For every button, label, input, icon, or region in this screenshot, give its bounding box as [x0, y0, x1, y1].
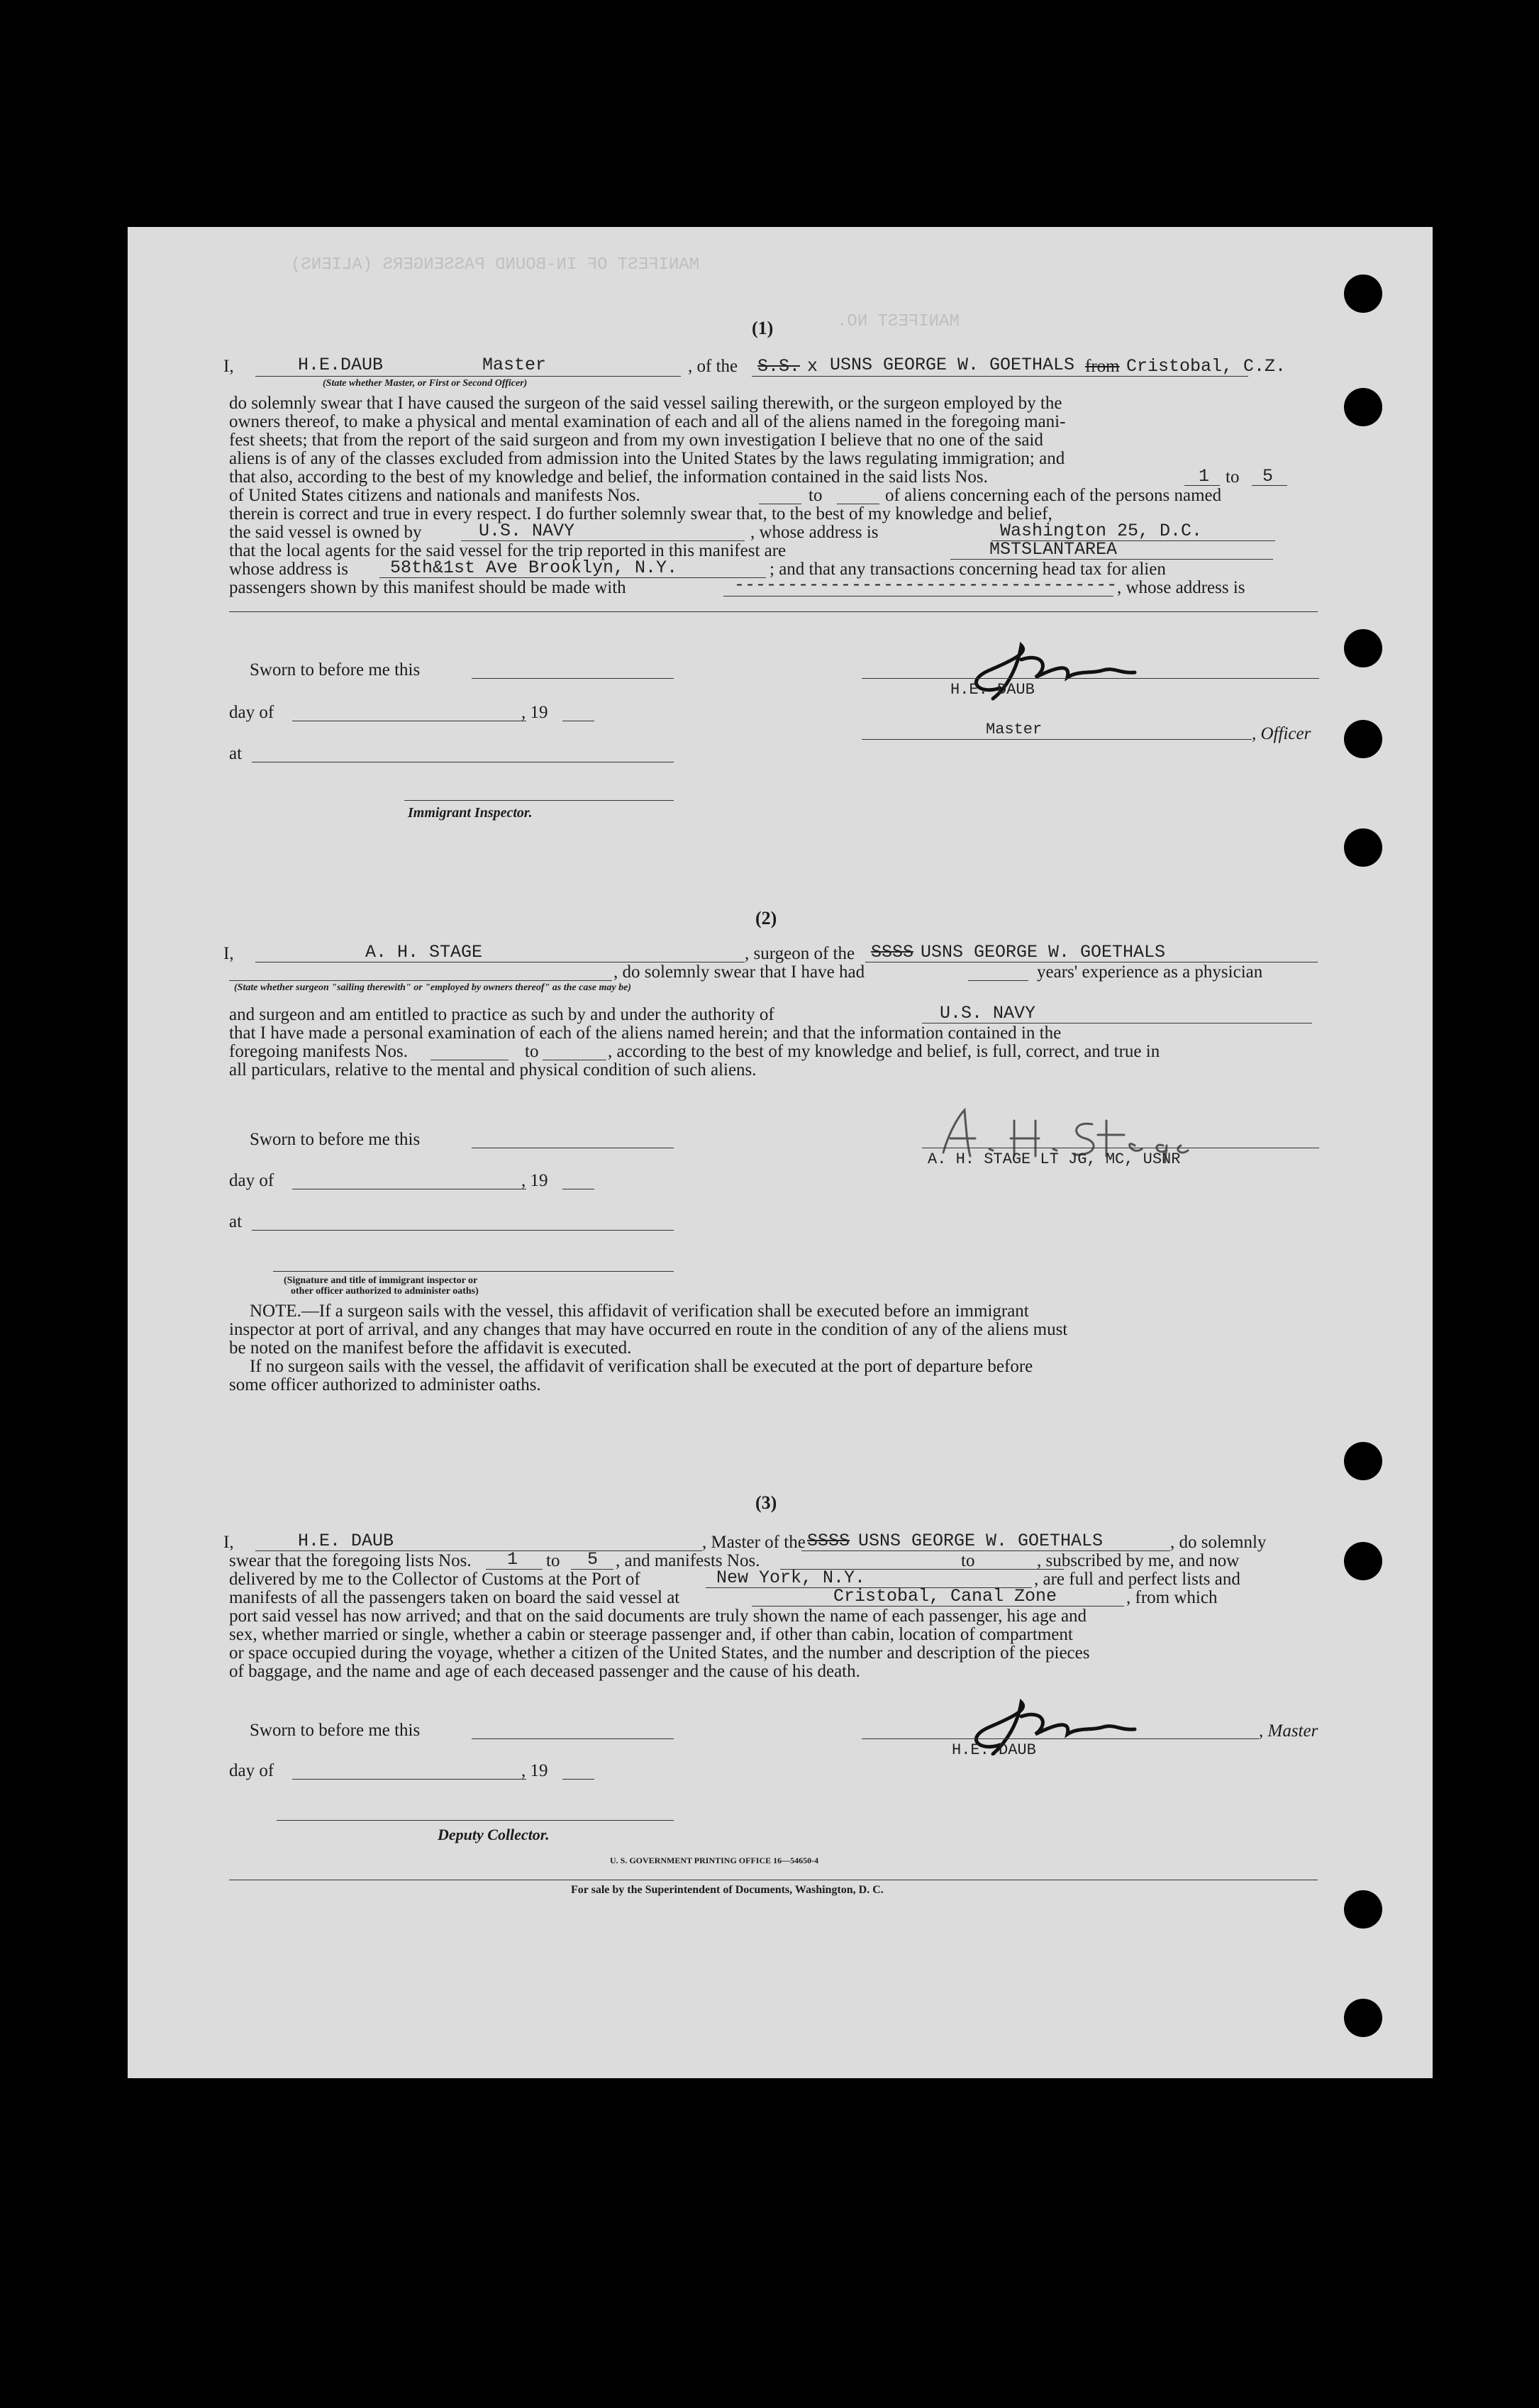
year-label: , 19: [521, 1761, 548, 1780]
from-label: from: [1085, 357, 1120, 376]
binder-hole: [1344, 828, 1382, 867]
sworn-line: [472, 1738, 674, 1739]
body-line: , subscribed by me, and now: [1037, 1551, 1240, 1570]
years-text: years' experience as a physician: [1037, 962, 1263, 982]
owner: U.S. NAVY: [479, 521, 575, 541]
officer-label: , Officer: [1252, 724, 1311, 743]
body-line: that the local agents for the said vessel for the trip reported in this manifest are: [229, 541, 787, 560]
to-label: to: [1226, 467, 1240, 487]
body-line: manifests of all the passengers taken on board the said vessel at: [229, 1588, 680, 1607]
vessel-struck: SSSS: [871, 942, 914, 962]
address-line: [229, 611, 1318, 612]
to-label: to: [961, 1551, 975, 1570]
section-3-number: (3): [755, 1492, 777, 1513]
body-line: do solemnly swear that I have caused the surgeon of the said vessel sailing therewith, or the surgeon employed by the: [229, 394, 1062, 413]
at-label: at: [229, 1212, 243, 1231]
body-line: swear that the foregoing lists Nos.: [229, 1551, 472, 1570]
owner-address: Washington 25, D.C.: [1000, 521, 1203, 541]
day-of-line: [292, 1779, 526, 1780]
authority-text: and surgeon and am entitled to practice as such by and under the authority of: [229, 1005, 774, 1024]
year-label: , 19: [521, 1171, 548, 1190]
officer-line: [862, 739, 1252, 740]
body-line: all particulars, relative to the mental and physical condition of such aliens.: [229, 1060, 757, 1080]
to-label: to: [525, 1042, 539, 1061]
note-line: be noted on the manifest before the affidavit is executed.: [229, 1338, 632, 1358]
body-line: fest sheets; that from the report of the said surgeon and from my own investigation I believe that no one of the said: [229, 431, 1043, 450]
sig-note: other officer authorized to administer oaths): [291, 1286, 479, 1297]
binder-hole: [1344, 1442, 1382, 1480]
surgeon-note: (State whether surgeon "sailing therewith" or "employed by owners thereof" as the case may be): [234, 982, 631, 993]
from-port: Cristobal, C.Z.: [1126, 356, 1287, 377]
master-label: , Master: [1259, 1721, 1318, 1741]
binder-hole: [1344, 274, 1382, 313]
master-of-label: , Master of the: [702, 1533, 806, 1552]
lists-from: 1: [507, 1549, 518, 1570]
whose-address-label: , whose address is: [1117, 578, 1245, 597]
year-label: , 19: [521, 703, 548, 722]
day-of-label: day of: [229, 1761, 274, 1780]
sig-note: (Signature and title of immigrant inspector or: [284, 1275, 478, 1286]
section-1-number: (1): [752, 318, 774, 338]
aliens-concerning: of aliens concerning each of the persons named: [885, 486, 1222, 505]
bleed-through-text: MANIFEST OF IN-BOUND PASSENGERS (ALIENS): [291, 255, 700, 274]
master-sig-line: [862, 678, 1319, 679]
note-line: NOTE.—If a surgeon sails with the vessel, this affidavit of verification shall be executed before an immigrant: [250, 1302, 1029, 1321]
lists-to: 5: [1262, 466, 1274, 487]
of-the-label: , of the: [688, 357, 738, 376]
binder-hole: [1344, 388, 1382, 426]
deputy-label: Deputy Collector.: [438, 1826, 550, 1843]
year-line: [562, 1779, 594, 1780]
body-line: owners thereof, to make a physical and mental examination of each and all of the aliens named in the foregoing mani-: [229, 412, 1066, 431]
bleed-through-text: MANIFEST NO.: [837, 312, 960, 331]
inspector-line: [404, 800, 674, 801]
sworn-label: Sworn to before me this: [250, 1721, 421, 1740]
head-tax-line: [723, 596, 1113, 597]
at-line: [252, 1230, 674, 1231]
vessel-name: USNS GEORGE W. GOETHALS: [830, 355, 1075, 375]
years-line: [968, 980, 1028, 981]
gpo-imprint: U. S. GOVERNMENT PRINTING OFFICE 16—54650-4: [610, 1855, 819, 1865]
master-name-line: [255, 376, 681, 377]
i-label: I,: [223, 1533, 234, 1552]
vessel-name: USNS GEORGE W. GOETHALS: [858, 1531, 1104, 1551]
master-signer: H.E. DAUB: [952, 1741, 1036, 1759]
deputy-line: [277, 1820, 674, 1821]
body-line: , are full and perfect lists and: [1034, 1570, 1240, 1589]
agent-address: 58th&1st Ave Brooklyn, N.Y.: [390, 557, 678, 578]
inspector-label: Immigrant Inspector.: [408, 805, 533, 821]
owner-address-label: , whose address is: [750, 523, 879, 542]
boarding-port: Cristobal, Canal Zone: [833, 1586, 1057, 1607]
master-signer-name: H.E. DAUB: [950, 681, 1035, 699]
body-line: therein is correct and true in every respect. I do further solemnly swear that, to the best of my knowledge and belief,: [229, 504, 1052, 523]
sworn-label: Sworn to before me this: [250, 1130, 421, 1149]
surgeon-status-line: [229, 980, 612, 981]
note-line: some officer authorized to administer oaths.: [229, 1375, 541, 1394]
sworn-line: [472, 678, 674, 679]
lists-to-line: [1252, 485, 1287, 486]
body-line: , according to the best of my knowledge and belief, is full, correct, and true in: [608, 1042, 1160, 1061]
sworn-label: Sworn to before me this: [250, 660, 421, 679]
lists-from: 1: [1199, 466, 1210, 487]
day-of-label: day of: [229, 703, 274, 722]
note-line: If no surgeon sails with the vessel, the affidavit of verification shall be executed at the port of departure before: [250, 1357, 1033, 1376]
body-line: passengers shown by this manifest should be made with: [229, 578, 626, 597]
body-line: , and manifests Nos.: [616, 1551, 760, 1570]
i-label: I,: [223, 944, 234, 963]
body-line: foregoing manifests Nos.: [229, 1042, 409, 1061]
note-line: inspector at port of arrival, and any changes that may have occurred en route in the condition of any of the aliens must: [229, 1320, 1068, 1339]
manifests-to-line: [982, 1569, 1032, 1570]
surgeon-of-label: , surgeon of the: [745, 944, 855, 963]
vessel-struck: SSSS: [807, 1531, 850, 1551]
body-line: whose address is: [229, 560, 349, 579]
manifest-page: [128, 227, 1433, 2078]
body-line: or space occupied during the voyage, whether a citizen of the United States, and the number and description of the pieces: [229, 1643, 1090, 1663]
surgeon-signer: A. H. STAGE LT JG, MC, USNR: [928, 1150, 1181, 1168]
head-tax-blank: ------------------------------------: [734, 575, 1118, 595]
body-line: of United States citizens and nationals and manifests Nos.: [229, 486, 640, 505]
at-label: at: [229, 744, 243, 763]
sale-notice: For sale by the Superintendent of Documents, Washington, D. C.: [571, 1884, 884, 1896]
binder-hole: [1344, 629, 1382, 667]
section-2-number: (2): [755, 908, 777, 928]
binder-hole: [1344, 720, 1382, 758]
port: New York, N.Y.: [716, 1568, 866, 1588]
master-signer-title: Master: [986, 721, 1043, 738]
officer-sig-line: [273, 1271, 674, 1272]
body-line: that I have made a personal examination of each of the aliens named herein; and that the information contained in the: [229, 1023, 1062, 1043]
master-sig-line: [862, 1738, 1259, 1739]
aliens-to: to: [809, 486, 823, 505]
body-line: sex, whether married or single, whether a cabin or steerage passenger and, if other than cabin, location of compartment: [229, 1625, 1073, 1644]
body-line: port said vessel has now arrived; and that on the said documents are truly shown the name of each passenger, his age and: [229, 1607, 1087, 1626]
body-line: aliens is of any of the classes excluded from admission into the United States by the laws regulating immigration; and: [229, 449, 1065, 468]
agents: MSTSLANTAREA: [989, 539, 1118, 560]
day-of-label: day of: [229, 1171, 274, 1190]
surgeon-name: A. H. STAGE: [365, 942, 483, 962]
vessel-prefix: x: [807, 356, 818, 377]
master-title: Master: [482, 355, 547, 375]
body-line: the said vessel is owned by: [229, 523, 422, 542]
vessel-struck: S.S.: [757, 356, 801, 377]
solemnly-label: , do solemnly: [1170, 1533, 1267, 1552]
vessel-name: USNS GEORGE W. GOETHALS: [921, 942, 1166, 962]
i-label: I,: [223, 357, 234, 376]
body-line: , from which: [1126, 1588, 1218, 1607]
master-note: (State whether Master, or First or Second Officer): [323, 378, 528, 389]
body-line: delivered by me to the Collector of Customs at the Port of: [229, 1570, 640, 1589]
swear-text: , do solemnly swear that I have had: [613, 962, 865, 982]
binder-hole: [1344, 1542, 1382, 1580]
master-name: H.E. DAUB: [298, 1531, 394, 1551]
binder-hole: [1344, 1999, 1382, 2037]
head-tax-text: ; and that any transactions concerning head tax for alien: [770, 560, 1166, 579]
authority: U.S. NAVY: [940, 1003, 1036, 1023]
master-name: H.E.DAUB: [298, 355, 384, 375]
binder-hole: [1344, 1890, 1382, 1929]
to-label: to: [546, 1551, 560, 1570]
body-line: of baggage, and the name and age of each deceased passenger and the cause of his death.: [229, 1662, 860, 1681]
lists-to: 5: [587, 1549, 599, 1570]
body-line: that also, according to the best of my knowledge and belief, the information contained in the said lists Nos.: [229, 467, 988, 487]
